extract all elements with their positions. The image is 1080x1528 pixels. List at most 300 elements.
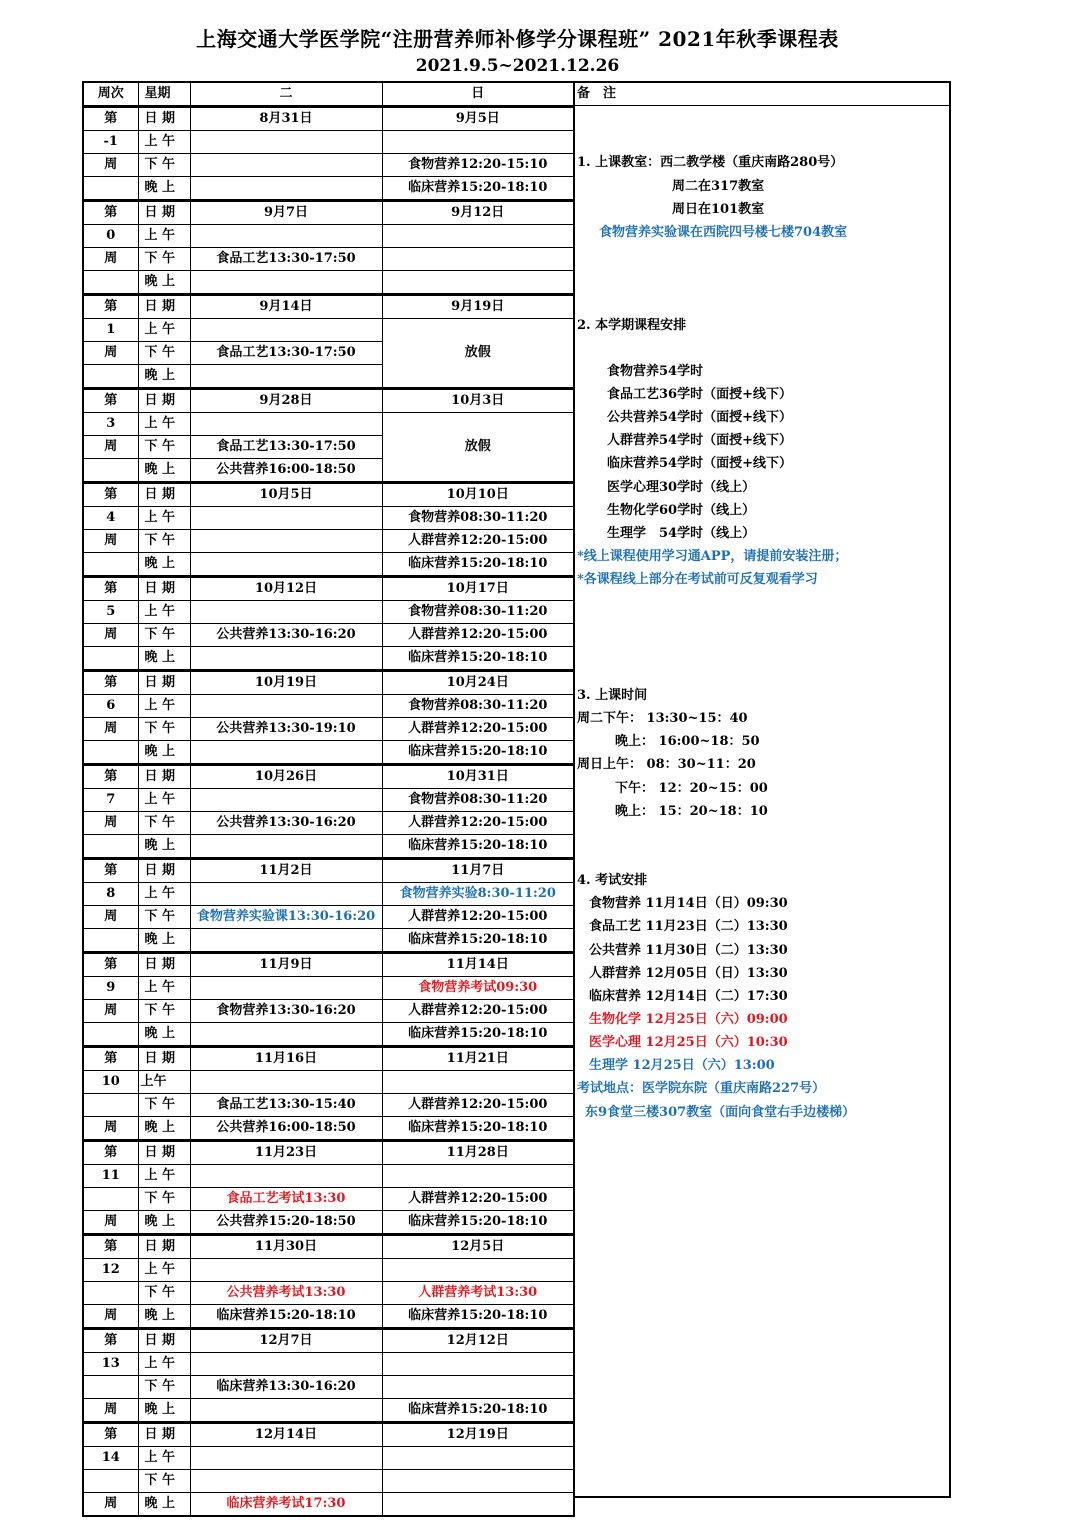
table-row <box>83 201 574 225</box>
tuesday-cell: 食物营养实验课13:30-16:20 <box>190 906 382 929</box>
table-row <box>83 624 574 647</box>
sunday-cell: 人群营养12:20-15:00 <box>382 530 574 553</box>
table-row <box>83 248 574 271</box>
day-label: 日 期 <box>138 859 190 883</box>
day-label: 上 午 <box>138 695 190 718</box>
week-cell <box>83 647 138 671</box>
sunday-cell: 人群营养12:20-15:00 <box>382 718 574 741</box>
note-line: *各课程线上部分在考试前可反复观看学习 <box>577 572 818 588</box>
sunday-cell: 临床营养15:20-18:10 <box>382 741 574 765</box>
tuesday-cell: 9月7日 <box>190 201 382 225</box>
page-title: 上海交通大学医学院“注册营养师补修学分课程班” 2021年秋季课程表 <box>196 27 839 51</box>
note-line: *线上课程使用学习通APP，请提前安装注册； <box>577 549 848 564</box>
table-row <box>83 1211 574 1235</box>
tuesday-cell: 食品工艺13:30-17:50 <box>190 436 382 459</box>
table-row <box>83 601 574 624</box>
week-cell <box>83 929 138 953</box>
tuesday-cell: 11月23日 <box>190 1141 382 1165</box>
day-label: 晚 上 <box>138 459 190 483</box>
tuesday-cell <box>190 601 382 624</box>
note-line: 食品工艺36学时（面授+线下） <box>607 386 792 402</box>
tuesday-cell <box>190 365 382 389</box>
week-cell: 周 <box>83 436 138 459</box>
day-label: 日 期 <box>138 1235 190 1259</box>
tuesday-cell <box>190 507 382 530</box>
sunday-cell: 临床营养15:20-18:10 <box>382 929 574 953</box>
day-label: 日 期 <box>138 389 190 413</box>
table-row <box>83 1000 574 1023</box>
sunday-cell: 11月28日 <box>382 1141 574 1165</box>
tuesday-cell: 公共营养13:30-16:20 <box>190 624 382 647</box>
sunday-cell: 食物营养实验8:30-11:20 <box>382 883 574 906</box>
week-cell: 周 <box>83 530 138 553</box>
tuesday-cell: 11月9日 <box>190 953 382 977</box>
tuesday-cell: 公共营养16:00-18:50 <box>190 459 382 483</box>
tuesday-cell: 公共营养13:30-19:10 <box>190 718 382 741</box>
note-line: 周日在101教室 <box>672 201 765 217</box>
day-label: 上 午 <box>138 225 190 248</box>
day-label: 晚 上 <box>138 177 190 201</box>
holiday-cell: 放假 <box>382 413 574 483</box>
table-row <box>83 1353 574 1376</box>
note-line: 医学心理30学时（线上） <box>607 479 756 495</box>
tuesday-cell: 临床营养考试17:30 <box>190 1493 382 1517</box>
day-label: 晚 上 <box>138 835 190 859</box>
week-cell: 0 <box>83 225 138 248</box>
day-label: 上午 <box>138 1071 190 1094</box>
header-sunday: 日 <box>382 82 574 107</box>
sunday-cell: 临床营养15:20-18:10 <box>382 1211 574 1235</box>
tuesday-cell <box>190 1165 382 1188</box>
week-cell <box>83 459 138 483</box>
table-row <box>83 1117 574 1141</box>
tuesday-cell <box>190 695 382 718</box>
day-label: 晚 上 <box>138 929 190 953</box>
sunday-cell: 12月5日 <box>382 1235 574 1259</box>
tuesday-cell <box>190 1399 382 1423</box>
table-row <box>83 1188 574 1211</box>
day-label: 晚 上 <box>138 1399 190 1423</box>
table-row <box>83 695 574 718</box>
table-row <box>83 1423 574 1447</box>
week-cell: 周 <box>83 1399 138 1423</box>
day-label: 日 期 <box>138 201 190 225</box>
day-label: 晚 上 <box>138 1305 190 1329</box>
tuesday-cell: 10月26日 <box>190 765 382 789</box>
tuesday-cell: 食物营养13:30-16:20 <box>190 1000 382 1023</box>
sunday-cell: 10月31日 <box>382 765 574 789</box>
sunday-cell: 10月3日 <box>382 389 574 413</box>
sunday-cell <box>382 1353 574 1376</box>
table-row <box>83 271 574 295</box>
week-cell: 10 <box>83 1071 138 1094</box>
day-label: 下 午 <box>138 812 190 835</box>
week-cell: 8 <box>83 883 138 906</box>
day-label: 上 午 <box>138 1447 190 1470</box>
table-row <box>83 1023 574 1047</box>
note-line: 医学心理 12月25日（六）10:30 <box>589 1035 788 1051</box>
tuesday-cell <box>190 530 382 553</box>
header-day: 星期 <box>138 82 190 107</box>
table-row <box>83 647 574 671</box>
sunday-cell: 临床营养15:20-18:10 <box>382 553 574 577</box>
sunday-cell: 临床营养15:20-18:10 <box>382 1305 574 1329</box>
week-cell: 周 <box>83 1117 138 1141</box>
week-cell <box>83 1282 138 1305</box>
week-cell: 第 <box>83 765 138 789</box>
week-cell: 第 <box>83 389 138 413</box>
tuesday-cell <box>190 413 382 436</box>
table-row <box>83 1047 574 1071</box>
sunday-cell: 10月17日 <box>382 577 574 601</box>
week-cell: 1 <box>83 319 138 342</box>
note-line: 周二下午： 13:30~15：40 <box>577 711 748 727</box>
tuesday-cell <box>190 741 382 765</box>
day-label: 上 午 <box>138 1259 190 1282</box>
day-label: 日 期 <box>138 1329 190 1353</box>
sunday-cell: 10月10日 <box>382 483 574 507</box>
day-label: 晚 上 <box>138 553 190 577</box>
table-row <box>83 225 574 248</box>
day-label: 日 期 <box>138 953 190 977</box>
tuesday-cell: 9月28日 <box>190 389 382 413</box>
note-line: 晚上： 15：20~18：10 <box>615 803 768 819</box>
week-cell: 周 <box>83 1493 138 1517</box>
sunday-cell: 临床营养15:20-18:10 <box>382 1117 574 1141</box>
sunday-cell: 食物营养08:30-11:20 <box>382 507 574 530</box>
week-cell: 周 <box>83 624 138 647</box>
week-cell: 9 <box>83 977 138 1000</box>
sunday-cell: 人群营养12:20-15:00 <box>382 1188 574 1211</box>
week-cell: 5 <box>83 601 138 624</box>
tuesday-cell <box>190 883 382 906</box>
sunday-cell: 10月24日 <box>382 671 574 695</box>
tuesday-cell: 11月2日 <box>190 859 382 883</box>
table-row <box>83 718 574 741</box>
sunday-cell: 临床营养15:20-18:10 <box>382 1399 574 1423</box>
day-label: 下 午 <box>138 718 190 741</box>
day-label: 下 午 <box>138 1470 190 1493</box>
note-line: 公共营养54学时（面授+线下） <box>607 410 792 426</box>
week-cell: 6 <box>83 695 138 718</box>
sunday-cell <box>382 271 574 295</box>
table-row <box>83 530 574 553</box>
week-cell <box>83 835 138 859</box>
table-row <box>83 859 574 883</box>
week-cell: 第 <box>83 1423 138 1447</box>
table-row <box>83 1259 574 1282</box>
tuesday-cell <box>190 929 382 953</box>
notes-panel <box>573 81 951 1498</box>
day-label: 日 期 <box>138 483 190 507</box>
table-row <box>83 107 574 131</box>
week-cell <box>83 1023 138 1047</box>
tuesday-cell <box>190 647 382 671</box>
note-line: 2. 本学期课程安排 <box>577 317 687 333</box>
sunday-cell <box>382 248 574 271</box>
day-label: 日 期 <box>138 1141 190 1165</box>
day-label: 日 期 <box>138 577 190 601</box>
week-cell: 第 <box>83 201 138 225</box>
sunday-cell <box>382 1165 574 1188</box>
tuesday-cell: 食品工艺13:30-17:50 <box>190 342 382 365</box>
day-label: 下 午 <box>138 1094 190 1117</box>
tuesday-cell <box>190 1071 382 1094</box>
week-cell <box>83 177 138 201</box>
sunday-cell <box>382 1470 574 1493</box>
table-row <box>83 741 574 765</box>
table-row <box>83 177 574 201</box>
note-line: 生物化学60学时（线上） <box>607 502 756 518</box>
tuesday-cell <box>190 177 382 201</box>
table-row <box>83 319 574 342</box>
sunday-cell: 人群营养12:20-15:00 <box>382 906 574 929</box>
sunday-cell <box>382 1071 574 1094</box>
tuesday-cell <box>190 319 382 342</box>
sunday-cell: 食物营养08:30-11:20 <box>382 695 574 718</box>
note-line: 周日上午： 08：30~11：20 <box>577 757 756 773</box>
day-label: 下 午 <box>138 906 190 929</box>
day-label: 日 期 <box>138 1047 190 1071</box>
day-label: 下 午 <box>138 436 190 459</box>
tuesday-cell <box>190 977 382 1000</box>
tuesday-cell: 食品工艺13:30-15:40 <box>190 1094 382 1117</box>
day-label: 上 午 <box>138 1165 190 1188</box>
day-label: 上 午 <box>138 1353 190 1376</box>
date-range: 2021.9.5~2021.12.26 <box>415 56 620 76</box>
table-row <box>83 1141 574 1165</box>
note-line: 下午： 12：20~15：00 <box>615 780 768 796</box>
sunday-cell: 人群营养12:20-15:00 <box>382 1000 574 1023</box>
table-row <box>83 553 574 577</box>
header-tuesday: 二 <box>190 82 382 107</box>
table-row <box>83 131 574 154</box>
tuesday-cell <box>190 1353 382 1376</box>
sunday-cell: 临床营养15:20-18:10 <box>382 647 574 671</box>
day-label: 下 午 <box>138 342 190 365</box>
week-cell: 周 <box>83 812 138 835</box>
table-row <box>83 507 574 530</box>
day-label: 上 午 <box>138 883 190 906</box>
note-line: 东9食堂三楼307教室（面向食堂右手边楼梯） <box>585 1104 856 1120</box>
week-cell: 第 <box>83 107 138 131</box>
week-cell: 11 <box>83 1165 138 1188</box>
tuesday-cell <box>190 225 382 248</box>
note-line: 晚上： 16:00~18：50 <box>615 734 760 750</box>
table-row <box>83 1447 574 1470</box>
sunday-cell: 食物营养考试09:30 <box>382 977 574 1000</box>
tuesday-cell: 公共营养15:20-18:50 <box>190 1211 382 1235</box>
tuesday-cell <box>190 154 382 177</box>
week-cell: 第 <box>83 1047 138 1071</box>
sunday-cell: 食物营养08:30-11:20 <box>382 789 574 812</box>
day-label: 日 期 <box>138 1423 190 1447</box>
sunday-cell: 食物营养08:30-11:20 <box>382 601 574 624</box>
sunday-cell: 临床营养15:20-18:10 <box>382 177 574 201</box>
table-row <box>83 929 574 953</box>
sunday-cell <box>382 225 574 248</box>
tuesday-cell: 11月16日 <box>190 1047 382 1071</box>
table-row <box>83 389 574 413</box>
tuesday-cell: 公共营养16:00-18:50 <box>190 1117 382 1141</box>
table-row <box>83 1071 574 1094</box>
day-label: 日 期 <box>138 107 190 131</box>
week-cell: 7 <box>83 789 138 812</box>
note-line: 食物营养54学时 <box>607 363 704 379</box>
tuesday-cell: 食品工艺考试13:30 <box>190 1188 382 1211</box>
week-cell: 周 <box>83 1211 138 1235</box>
note-line: 1. 上课教室：西二教学楼（重庆南路280号） <box>577 155 844 171</box>
sunday-cell <box>382 1493 574 1517</box>
sunday-cell <box>382 1259 574 1282</box>
schedule-table <box>82 81 575 1517</box>
tuesday-cell: 10月19日 <box>190 671 382 695</box>
table-row <box>83 1493 574 1517</box>
week-cell <box>83 365 138 389</box>
note-line: 人群营养54学时（面授+线下） <box>607 433 792 449</box>
table-row <box>83 1235 574 1259</box>
sunday-cell: 临床营养15:20-18:10 <box>382 1023 574 1047</box>
week-cell: 4 <box>83 507 138 530</box>
day-label: 上 午 <box>138 413 190 436</box>
tuesday-cell <box>190 271 382 295</box>
tuesday-cell <box>190 131 382 154</box>
day-label: 下 午 <box>138 1282 190 1305</box>
table-row <box>83 1282 574 1305</box>
week-cell: -1 <box>83 131 138 154</box>
tuesday-cell: 12月14日 <box>190 1423 382 1447</box>
table-row <box>83 483 574 507</box>
day-label: 晚 上 <box>138 647 190 671</box>
week-cell: 周 <box>83 906 138 929</box>
sunday-cell: 食物营养12:20-15:10 <box>382 154 574 177</box>
header-week: 周次 <box>83 82 138 107</box>
day-label: 下 午 <box>138 624 190 647</box>
table-row <box>83 906 574 929</box>
day-label: 日 期 <box>138 671 190 695</box>
tuesday-cell <box>190 1447 382 1470</box>
day-label: 晚 上 <box>138 1117 190 1141</box>
week-cell: 周 <box>83 248 138 271</box>
week-cell <box>83 741 138 765</box>
note-line: 临床营养54学时（面授+线下） <box>607 456 792 472</box>
day-label: 晚 上 <box>138 1493 190 1517</box>
week-cell: 3 <box>83 413 138 436</box>
tuesday-cell: 临床营养13:30-16:20 <box>190 1376 382 1399</box>
table-row <box>83 154 574 177</box>
tuesday-cell: 公共营养考试13:30 <box>190 1282 382 1305</box>
day-label: 上 午 <box>138 131 190 154</box>
tuesday-cell <box>190 835 382 859</box>
week-cell: 周 <box>83 154 138 177</box>
note-line: 食物营养 11月14日（日）09:30 <box>589 896 788 912</box>
note-line: 生理学 12月25日（六）13:00 <box>589 1058 775 1074</box>
note-line: 食品工艺 11月23日（二）13:30 <box>589 919 788 935</box>
table-row <box>83 789 574 812</box>
notes-header: 备 注 <box>574 83 949 106</box>
tuesday-cell <box>190 1259 382 1282</box>
week-cell: 12 <box>83 1259 138 1282</box>
day-label: 日 期 <box>138 765 190 789</box>
week-cell <box>83 1376 138 1399</box>
note-line: 周二在317教室 <box>672 178 765 194</box>
table-row <box>83 1329 574 1353</box>
sunday-cell: 9月5日 <box>382 107 574 131</box>
sunday-cell: 11月21日 <box>382 1047 574 1071</box>
week-cell: 第 <box>83 859 138 883</box>
note-line: 考试地点：医学院东院（重庆南路227号） <box>577 1081 826 1097</box>
table-row <box>83 953 574 977</box>
tuesday-cell: 10月12日 <box>190 577 382 601</box>
sunday-cell: 11月7日 <box>382 859 574 883</box>
tuesday-cell <box>190 1470 382 1493</box>
week-cell: 14 <box>83 1447 138 1470</box>
sunday-cell: 人群营养12:20-15:00 <box>382 812 574 835</box>
day-label: 下 午 <box>138 1000 190 1023</box>
note-line: 人群营养 12月05日（日）13:30 <box>589 965 788 981</box>
day-label: 上 午 <box>138 507 190 530</box>
day-label: 晚 上 <box>138 741 190 765</box>
day-label: 上 午 <box>138 977 190 1000</box>
day-label: 晚 上 <box>138 365 190 389</box>
table-row <box>83 1165 574 1188</box>
day-label: 下 午 <box>138 530 190 553</box>
sunday-cell: 9月12日 <box>382 201 574 225</box>
tuesday-cell: 10月5日 <box>190 483 382 507</box>
sunday-cell <box>382 1447 574 1470</box>
tuesday-cell <box>190 789 382 812</box>
table-row <box>83 765 574 789</box>
table-row <box>83 577 574 601</box>
tuesday-cell: 12月7日 <box>190 1329 382 1353</box>
table-row <box>83 977 574 1000</box>
table-row <box>83 883 574 906</box>
tuesday-cell: 8月31日 <box>190 107 382 131</box>
table-row <box>83 1094 574 1117</box>
day-label: 上 午 <box>138 789 190 812</box>
day-label: 晚 上 <box>138 271 190 295</box>
day-label: 晚 上 <box>138 1023 190 1047</box>
note-line: 生理学 54学时（线上） <box>607 525 756 541</box>
week-cell <box>83 553 138 577</box>
tuesday-cell <box>190 553 382 577</box>
note-line: 生物化学 12月25日（六）09:00 <box>589 1012 788 1027</box>
week-cell: 周 <box>83 1305 138 1329</box>
sunday-cell: 人群营养考试13:30 <box>382 1282 574 1305</box>
week-cell: 第 <box>83 483 138 507</box>
table-row <box>83 1470 574 1493</box>
note-line: 公共营养 11月30日（二）13:30 <box>589 942 788 958</box>
week-cell: 第 <box>83 295 138 319</box>
table-row <box>83 812 574 835</box>
note-line: 3. 上课时间 <box>577 687 648 703</box>
week-cell: 第 <box>83 671 138 695</box>
sunday-cell: 12月19日 <box>382 1423 574 1447</box>
day-label: 上 午 <box>138 601 190 624</box>
sunday-cell: 11月14日 <box>382 953 574 977</box>
sunday-cell: 人群营养12:20-15:00 <box>382 1094 574 1117</box>
week-cell: 周 <box>83 342 138 365</box>
tuesday-cell <box>190 1023 382 1047</box>
day-label: 上 午 <box>138 319 190 342</box>
week-cell <box>83 271 138 295</box>
week-cell: 周 <box>83 1000 138 1023</box>
sunday-cell: 临床营养15:20-18:10 <box>382 835 574 859</box>
week-cell <box>83 1188 138 1211</box>
holiday-cell: 放假 <box>382 319 574 389</box>
week-cell: 第 <box>83 953 138 977</box>
day-label: 下 午 <box>138 154 190 177</box>
